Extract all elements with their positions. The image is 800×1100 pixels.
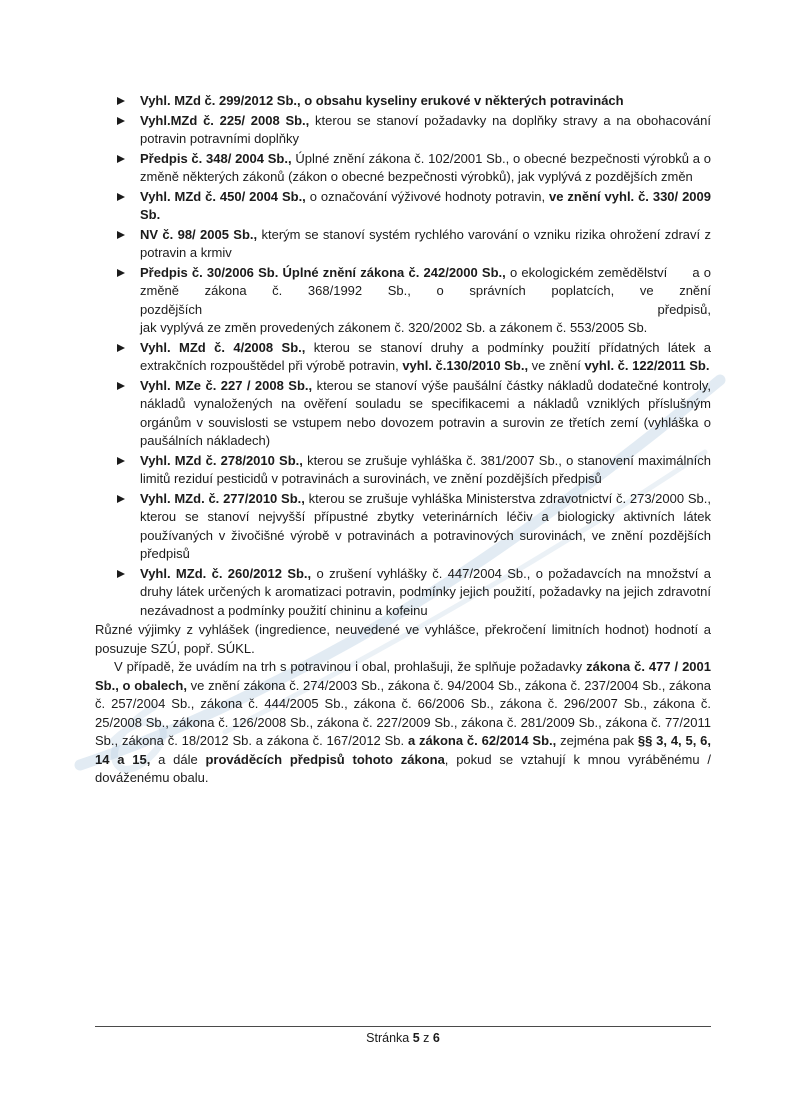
bold-text-segment: Vyhl. MZd č. 4/2008 Sb., <box>140 339 306 355</box>
list-item-text <box>140 265 711 336</box>
list-item-text <box>140 113 711 147</box>
bold-text-segment: NV č. 98/ 2005 Sb., <box>140 226 258 242</box>
list-item-text <box>140 227 711 261</box>
list-item <box>95 188 711 225</box>
page-number <box>95 1030 711 1046</box>
list-item <box>95 226 711 263</box>
text-segment: kterou se stanoví druhy a podmínky použití přídatných látek a extrakčních rozpouštědel při výrobě potravin, <box>140 339 711 373</box>
list-item <box>95 490 711 564</box>
list-item <box>95 150 711 187</box>
bold-text-segment: Vyhl. MZd č. 299/2012 Sb., o obsahu kyseliny erukové v některých potravinách <box>140 93 624 108</box>
list-item <box>95 565 711 621</box>
arrowhead-right-icon <box>117 344 126 353</box>
text-segment: ve znění zákona č. 274/2003 Sb., zákona č. 94/2004 Sb., zákona č. 237/2004 Sb., zákona č. 257/2004 Sb., zákona č. 444/2005 Sb., zákona č. 66/2006 Sb., zákona č. 296/2007 Sb., zákona č. 25/2008 Sb., zákona č. 126/2008 Sb., zákona č. 227/2009 Sb., zákona č. 281/2009 Sb., zákona č. 77/2011 Sb., zákona č. 18/2012 Sb. a zákona č. 167/2012 Sb. <box>95 677 711 748</box>
list-item <box>95 377 711 451</box>
bold-text-segment: Vyhl. MZe č. 227 / 2008 Sb., <box>140 377 313 393</box>
arrowhead-right-icon <box>117 231 126 240</box>
bold-text-segment: vyhl. č.130/2010 Sb., <box>402 358 529 373</box>
text-segment: jak vyplývá ze změn provedených zákonem č. 320/2002 Sb. a zákonem č. 553/2005 Sb. <box>140 320 648 335</box>
document-content <box>95 92 711 788</box>
list-item <box>95 112 711 149</box>
bold-text-segment: ve znění vyhl. č. 330/ 2009 Sb. <box>140 188 711 222</box>
arrowhead-right-icon <box>117 495 126 504</box>
bold-text-segment: vyhl. č. 122/2011 Sb. <box>584 358 710 373</box>
text-segment: z <box>419 1031 433 1045</box>
list-item-text <box>140 453 711 487</box>
bold-text-segment: prováděcích předpisů tohoto zákona <box>205 751 445 767</box>
text-segment: o zrušení vyhlášky č. 447/2004 Sb., o požadavcích na množství a druhy látek určených k aromatizaci potravin, podmínky jejich použití, požadavky na jejich zdravotní nezávadnost a podmínky použití chininu a kofeinu <box>140 565 711 618</box>
text-segment: kterou se zrušuje vyhláška č. 381/2007 Sb., o stanovení maximálních limitů reziduí pesticidů v potravinách a surovinách, ve znění pozdějších předpisů <box>140 452 711 486</box>
text-segment: Různé výjimky z vyhlášek (ingredience, neuvedené ve vyhlášce, překročení limitních hodnot) hodnotí a posuzuje SZÚ, popř. SÚKL. <box>95 622 711 656</box>
spread-text-line: pozdějších předpisů, <box>140 301 711 317</box>
bold-text-segment: zákona č. 477 / 2001 Sb., o obalech, <box>95 659 711 693</box>
text-segment: kterou se zrušuje vyhláška Ministerstva zdravotnictví č. 273/2000 Sb., kterou se stanoví nejvyšší přípustné zbytky veterinárních léčiv a biologicky aktivních látek používaných v živočišné výrobě v potravinách a potravinových surovinách, ve znění pozdějších předpisů <box>140 490 711 561</box>
bold-text-segment: 6 <box>432 1031 440 1045</box>
arrowhead-right-icon <box>117 193 126 202</box>
arrowhead-right-icon <box>117 117 126 126</box>
text-segment: kterým se stanoví systém rychlého varování o vzniku rizika ohrožení zdraví z potravin a krmiv <box>140 226 711 260</box>
text-segment: ve znění <box>528 358 585 373</box>
list-item <box>95 452 711 489</box>
text-segment: zejména pak <box>556 733 638 748</box>
list-item-text <box>140 151 711 185</box>
text-segment: o ekologickém zemědělství a o změně zákona č. 368/1992 Sb., o správních poplatcích, ve znění <box>140 264 711 298</box>
text-segment: V případě, že uvádím na trh s potravinou i obal, prohlašuji, že splňuje požadavky <box>114 659 587 674</box>
bold-text-segment: Předpis č. 30/2006 Sb. Úplné znění zákona č. 242/2000 Sb., <box>140 264 506 280</box>
list-item <box>95 339 711 376</box>
bold-text-segment: Vyhl.MZd č. 225/ 2008 Sb., <box>140 112 310 128</box>
bold-text-segment: a zákona č. 62/2014 Sb., <box>407 733 557 748</box>
list-item-text <box>140 93 624 108</box>
text-segment: kterou se stanoví požadavky na doplňky stravy a na obohacování potravin potravními doplňky <box>140 112 712 146</box>
text-segment: Stránka <box>366 1031 413 1045</box>
arrowhead-right-icon <box>117 457 126 466</box>
list-item-text <box>140 566 711 618</box>
list-item-text <box>140 189 711 223</box>
list-item-text <box>140 491 711 562</box>
arrowhead-right-icon <box>117 155 126 164</box>
paragraph-packaging-declaration <box>95 658 711 788</box>
bold-text-segment: Vyhl. MZd. č. 260/2012 Sb., <box>140 565 312 581</box>
text-segment: o označování výživové hodnoty potravin, <box>305 188 550 204</box>
list-item <box>95 92 711 111</box>
page-footer <box>95 1026 711 1046</box>
text-segment: Úplné znění zákona č. 102/2001 Sb., o obecné bezpečnosti výrobků a o změně některých zákonů (zákon o obecné bezpečnosti výrobků), jak vyplývá z pozdějších změn <box>140 150 711 184</box>
bold-text-segment: Vyhl. MZd. č. 277/2010 Sb., <box>140 490 305 506</box>
arrowhead-right-icon <box>117 382 126 391</box>
bold-text-segment: 5 <box>412 1031 420 1045</box>
arrowhead-right-icon <box>117 570 126 579</box>
text-segment: kterou se stanoví výše paušální částky nákladů dodatečné kontroly, nákladů vynaložených na ověření souladu se specifikacemi a nákladů vzniklých příslušným orgánům v souvislosti se vstupem nebo dovozem potravin a surovin ze třetích zemí (vyhláška o paušálních nákladech) <box>140 377 711 448</box>
paragraph-exceptions <box>95 621 711 658</box>
bold-text-segment: Vyhl. MZd č. 278/2010 Sb., <box>140 452 303 468</box>
bold-text-segment: Vyhl. MZd č. 450/ 2004 Sb., <box>140 188 306 204</box>
arrowhead-right-icon <box>117 97 126 106</box>
bold-text-segment: Předpis č. 348/ 2004 Sb., <box>140 150 292 166</box>
list-item <box>95 264 711 338</box>
bold-text-segment: §§ 3, 4, 5, 6, 14 a 15, <box>95 733 712 767</box>
list-item-text <box>140 340 711 374</box>
regulation-list <box>95 92 711 620</box>
text-segment: a dále <box>150 751 206 767</box>
arrowhead-right-icon <box>117 269 126 278</box>
list-item-text <box>140 378 711 449</box>
text-segment: , pokud se vztahují k mnou vyráběnému / dováženému obalu. <box>95 751 711 785</box>
